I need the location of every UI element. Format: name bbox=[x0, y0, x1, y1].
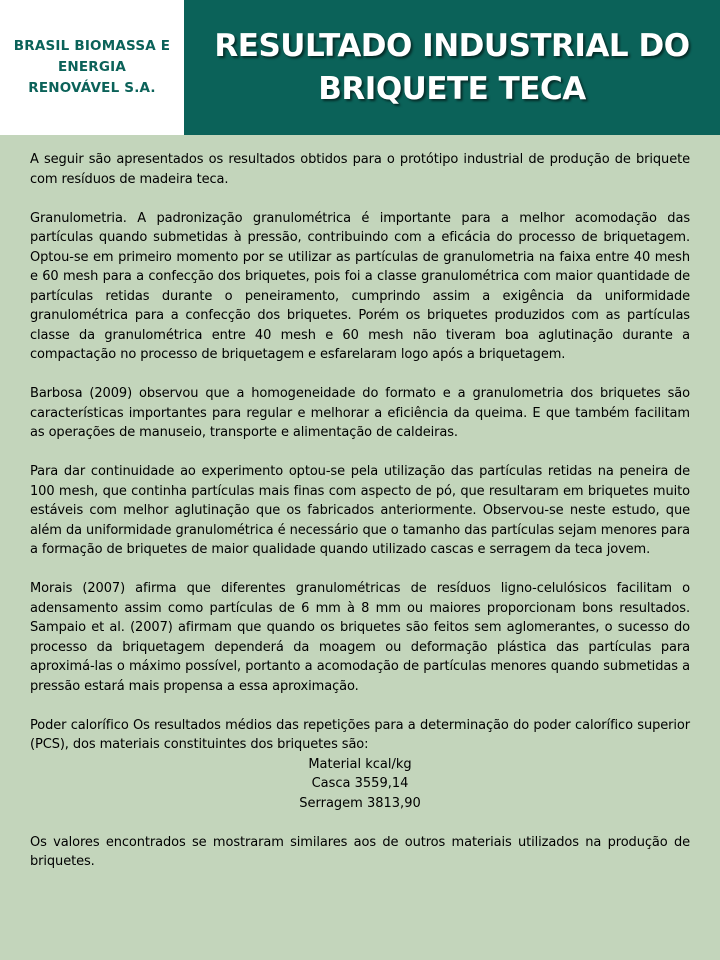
company-box bbox=[0, 0, 184, 135]
page-header bbox=[0, 0, 720, 135]
paragraph-continuidade: Para dar continuidade ao experimento optou-se pela utilização das partículas retidas na peneira de 100 mesh, que continha partículas mais finas com aspecto de pó, que resultaram em briquetes muito estáveis com melhor aglutinação que os fabricados anteriormente. Observou-se neste estudo, que além da uniformidade granulométrica é necessário que o tamanho das partículas sejam menores para a formação de briquetes de maior qualidade quando utilizado cascas e serragem da teca jovem. bbox=[30, 464, 690, 557]
calorific-table bbox=[30, 755, 690, 814]
calorific-table-header: Material kcal/kg bbox=[308, 756, 412, 772]
paragraph-conclusao: Os valores encontrados se mostraram similares aos de outros materiais utilizados na produção de briquetes. bbox=[30, 834, 690, 869]
calorific-table-row-serragem: Serragem 3813,90 bbox=[299, 795, 421, 811]
paragraph-granulometria: Granulometria. A padronização granulométrica é importante para a melhor acomodação das partículas quando submetidas à pressão, contribuindo com a eficácia do processo de briquetagem. Optou-se em primeiro momento por se utilizar as partículas de granulometria na faixa entre 40 mesh e 60 mesh para a confecção dos briquetes, pois foi a classe granulométrica com maior quantidade de partículas retidas durante o peneiramento, cumprindo assim a exigência da uniformidade granulométrica para a confecção dos briquetes. Porém os briquetes produzidos com as partículas classe da granulométrica entre 40 mesh e 60 mesh não tiveram boa aglutinação durante a compactação no processo de briquetagem e esfarelaram logo após a briquetagem. bbox=[30, 210, 690, 362]
title-box bbox=[184, 0, 720, 135]
document-body bbox=[30, 150, 690, 891]
paragraph-poder-calorifico: Poder calorífico Os resultados médios das repetições para a determinação do poder calorífico superior (PCS), dos materiais constituintes dos briquetes são: bbox=[30, 717, 690, 752]
paragraph-intro: A seguir são apresentados os resultados obtidos para o protótipo industrial de produção de briquete com resíduos de madeira teca. bbox=[30, 152, 690, 187]
calorific-table-row-casca: Casca 3559,14 bbox=[311, 776, 409, 791]
company-name: BRASIL BIOMASSA E ENERGIA RENOVÁVEL S.A. bbox=[13, 38, 171, 96]
paragraph-morais: Morais (2007) afirma que diferentes granulométricas de resíduos ligno-celulósicos facilitam o adensamento assim como partículas de 6 mm à 8 mm ou maiores proporcionam bons resultados. Sampaio et al. (2007) afirmam que quando os briquetes são feitos sem aglomerantes, o sucesso do processo da briquetagem dependerá da moagem ou deformação plástica das partículas para aproximá-las o máximo possível, portanto a acomodação de partículas menores quando submetidas a pressão estará mais propensa a essa aproximação. bbox=[30, 581, 690, 694]
paragraph-barbosa: Barbosa (2009) observou que a homogeneidade do formato e a granulometria dos briquetes são características importantes para regular e melhorar a eficiência da queima. E que também facilitam as operações de manuseio, transporte e alimentação de caldeiras. bbox=[30, 386, 690, 440]
page-title: RESULTADO INDUSTRIAL DO BRIQUETE TECA bbox=[214, 27, 690, 107]
